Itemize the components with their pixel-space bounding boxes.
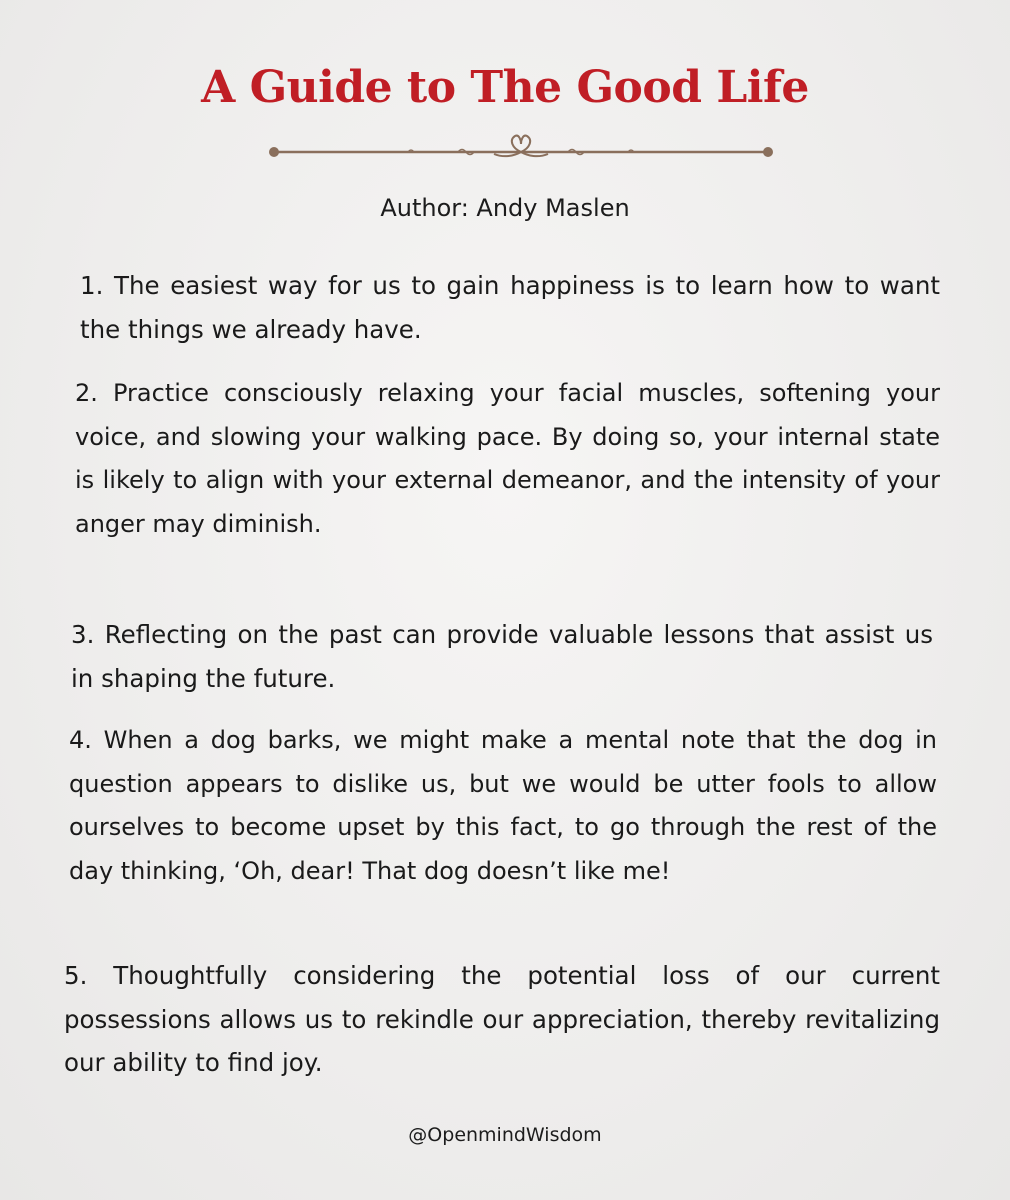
social-handle: @OpenmindWisdom	[408, 1124, 602, 1146]
list-item: 3. Reflecting on the past can provide valuable lessons that assist us in shaping the future.	[71, 620, 933, 693]
list-item: 5. Thoughtfully considering the potential loss of our current possessions allows us to rekindle our appreciation, thereby revitalizing our ability to find joy.	[64, 961, 940, 1077]
page-title: A Guide to The Good Life	[201, 62, 809, 113]
ornamental-divider	[268, 130, 774, 174]
list-item: 2. Practice consciously relaxing your facial muscles, softening your voice, and slowing your walking pace. By doing so, your internal state is likely to align with your external demeanor, and the intensity of your anger may diminish.	[75, 379, 940, 538]
list-item: 4. When a dog barks, we might make a mental note that the dog in question appears to dislike us, but we would be utter fools to allow ourselves to become upset by this fact, to go through the rest of the day thinking, ‘Oh, dear! That dog doesn’t like me!	[69, 726, 937, 885]
author-line: Author: Andy Maslen	[380, 194, 630, 222]
list-item: 1. The easiest way for us to gain happiness is to learn how to want the things we already have.	[80, 271, 940, 344]
